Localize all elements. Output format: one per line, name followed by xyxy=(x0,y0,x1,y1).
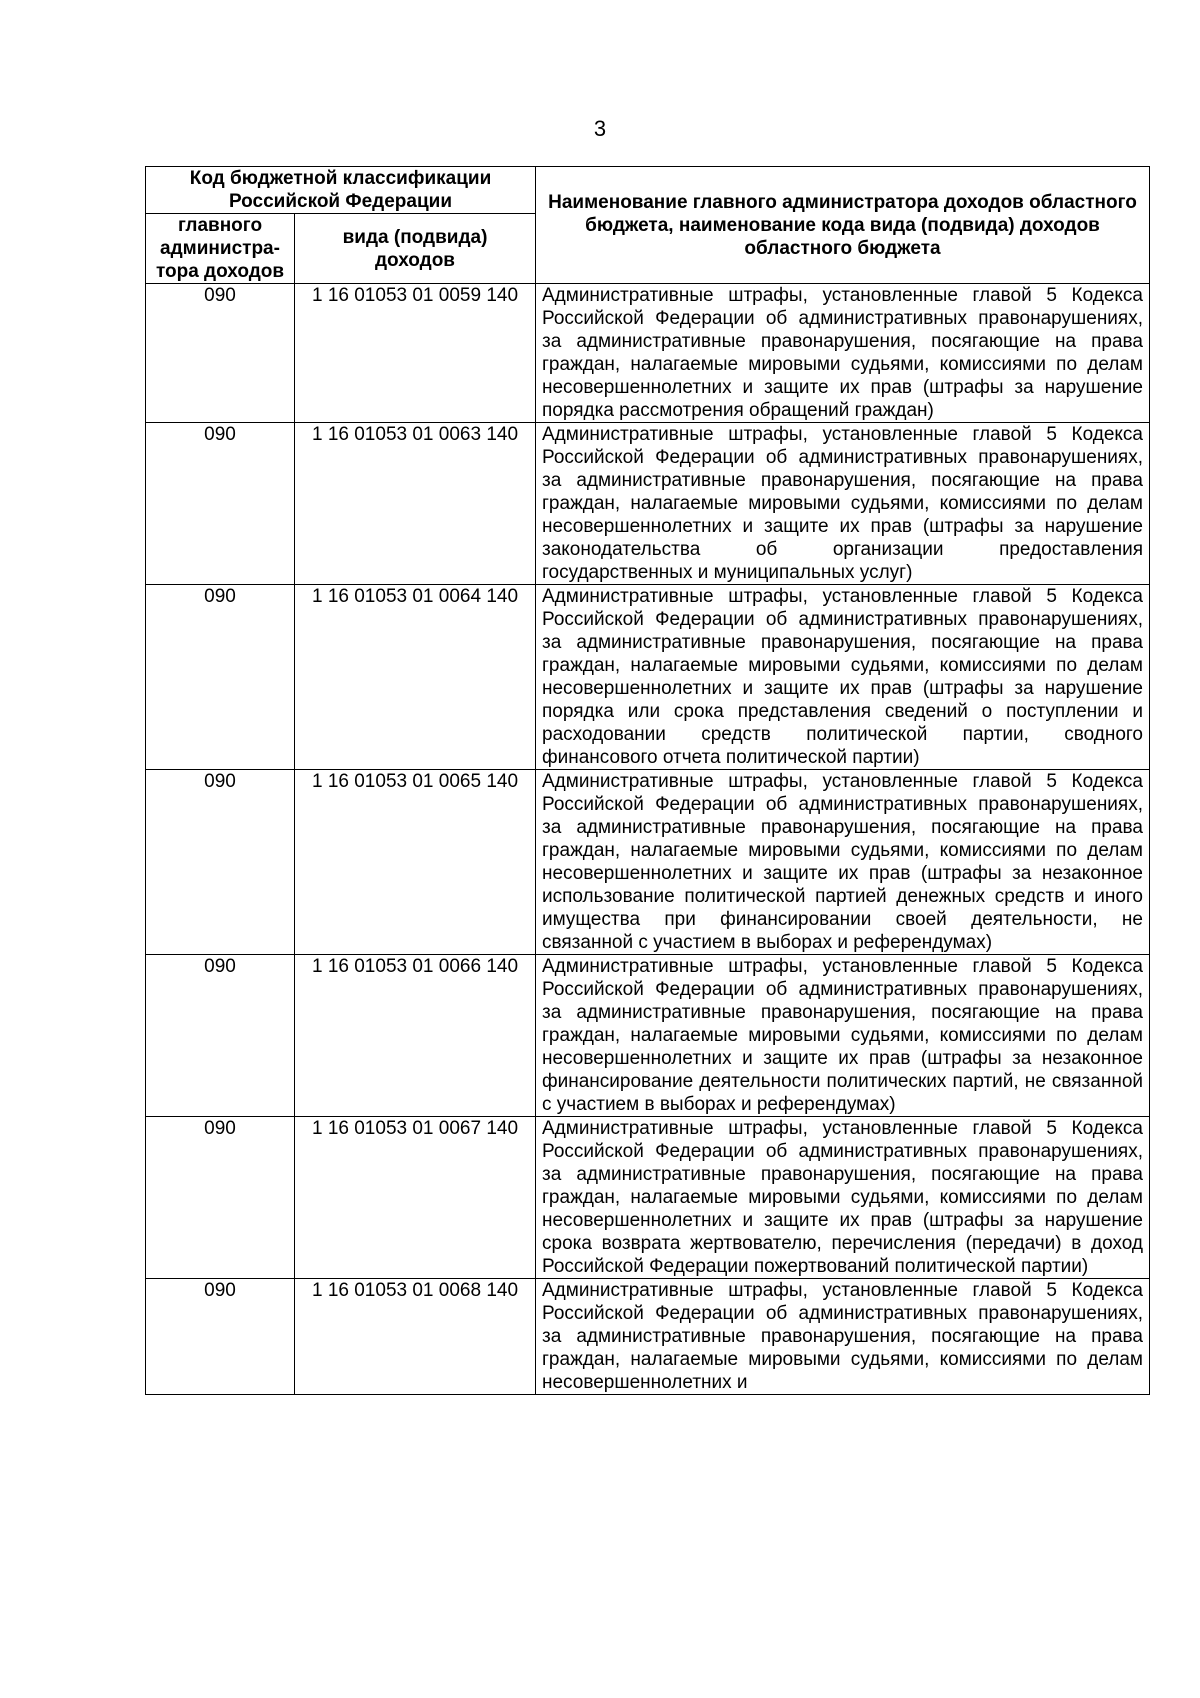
description-cell: Административные штрафы, установленные главой 5 Кодекса Российской Федерации об административных правонарушениях, за административные правонарушения, посягающие на права граждан, налагаемые мировыми судьями, комиссиями по делам несовершеннолетних и защите их прав (штрафы за незаконное использование политической партией денежных средств и иного имущества при финансировании своей деятельности, не связанной с участием в выборах и референдумах) xyxy=(536,770,1150,955)
description-cell: Административные штрафы, установленные главой 5 Кодекса Российской Федерации об административных правонарушениях, за административные правонарушения, посягающие на права граждан, налагаемые мировыми судьями, комиссиями по делам несовершеннолетних и защите их прав (штрафы за нарушение законодательства об организации предоставления государственных и муниципальных услуг) xyxy=(536,423,1150,585)
description-cell: Административные штрафы, установленные главой 5 Кодекса Российской Федерации об административных правонарушениях, за административные правонарушения, посягающие на права граждан, налагаемые мировыми судьями, комиссиями по делам несовершеннолетних и xyxy=(536,1279,1150,1395)
admin-code-cell: 090 xyxy=(146,1279,295,1395)
table-row xyxy=(146,1279,1150,1395)
income-code-cell: 1 16 01053 01 0065 140 xyxy=(295,770,536,955)
header-main-administrator: главного администра-тора доходов xyxy=(146,214,295,284)
budget-classification-table xyxy=(145,166,1150,1395)
table-row xyxy=(146,423,1150,585)
description-cell: Административные штрафы, установленные главой 5 Кодекса Российской Федерации об административных правонарушениях, за административные правонарушения, посягающие на права граждан, налагаемые мировыми судьями, комиссиями по делам несовершеннолетних и защите их прав (штрафы за нарушение срока возврата жертвователю, перечисления (передачи) в доход Российской Федерации пожертвований политической партии) xyxy=(536,1117,1150,1279)
admin-code-cell: 090 xyxy=(146,955,295,1117)
income-code-cell: 1 16 01053 01 0068 140 xyxy=(295,1279,536,1395)
table-row xyxy=(146,770,1150,955)
description-cell: Административные штрафы, установленные главой 5 Кодекса Российской Федерации об административных правонарушениях, за административные правонарушения, посягающие на права граждан, налагаемые мировыми судьями, комиссиями по делам несовершеннолетних и защите их прав (штрафы за нарушение порядка рассмотрения обращений граждан) xyxy=(536,284,1150,423)
table-row xyxy=(146,585,1150,770)
table-row xyxy=(146,284,1150,423)
table-row xyxy=(146,955,1150,1117)
income-code-cell: 1 16 01053 01 0063 140 xyxy=(295,423,536,585)
admin-code-cell: 090 xyxy=(146,423,295,585)
header-income-type: вида (подвида) доходов xyxy=(295,214,536,284)
table-row xyxy=(146,1117,1150,1279)
admin-code-cell: 090 xyxy=(146,1117,295,1279)
table-body xyxy=(146,284,1150,1395)
income-code-cell: 1 16 01053 01 0059 140 xyxy=(295,284,536,423)
description-cell: Административные штрафы, установленные главой 5 Кодекса Российской Федерации об административных правонарушениях, за административные правонарушения, посягающие на права граждан, налагаемые мировыми судьями, комиссиями по делам несовершеннолетних и защите их прав (штрафы за незаконное финансирование деятельности политических партий, не связанной с участием в выборах и референдумах) xyxy=(536,955,1150,1117)
header-administrator-name: Наименование главного администратора доходов областного бюджета, наименование кода вида (подвида) доходов областного бюджета xyxy=(536,167,1150,284)
admin-code-cell: 090 xyxy=(146,284,295,423)
income-code-cell: 1 16 01053 01 0066 140 xyxy=(295,955,536,1117)
page-number: 3 xyxy=(593,116,607,141)
description-cell: Административные штрафы, установленные главой 5 Кодекса Российской Федерации об административных правонарушениях, за административные правонарушения, посягающие на права граждан, налагаемые мировыми судьями, комиссиями по делам несовершеннолетних и защите их прав (штрафы за нарушение порядка или срока представления сведений о поступлении и расходовании средств политической партии, сводного финансового отчета политической партии) xyxy=(536,585,1150,770)
header-budget-classification-code: Код бюджетной классификации Российской Федерации xyxy=(146,167,536,214)
admin-code-cell: 090 xyxy=(146,770,295,955)
admin-code-cell: 090 xyxy=(146,585,295,770)
income-code-cell: 1 16 01053 01 0064 140 xyxy=(295,585,536,770)
income-code-cell: 1 16 01053 01 0067 140 xyxy=(295,1117,536,1279)
